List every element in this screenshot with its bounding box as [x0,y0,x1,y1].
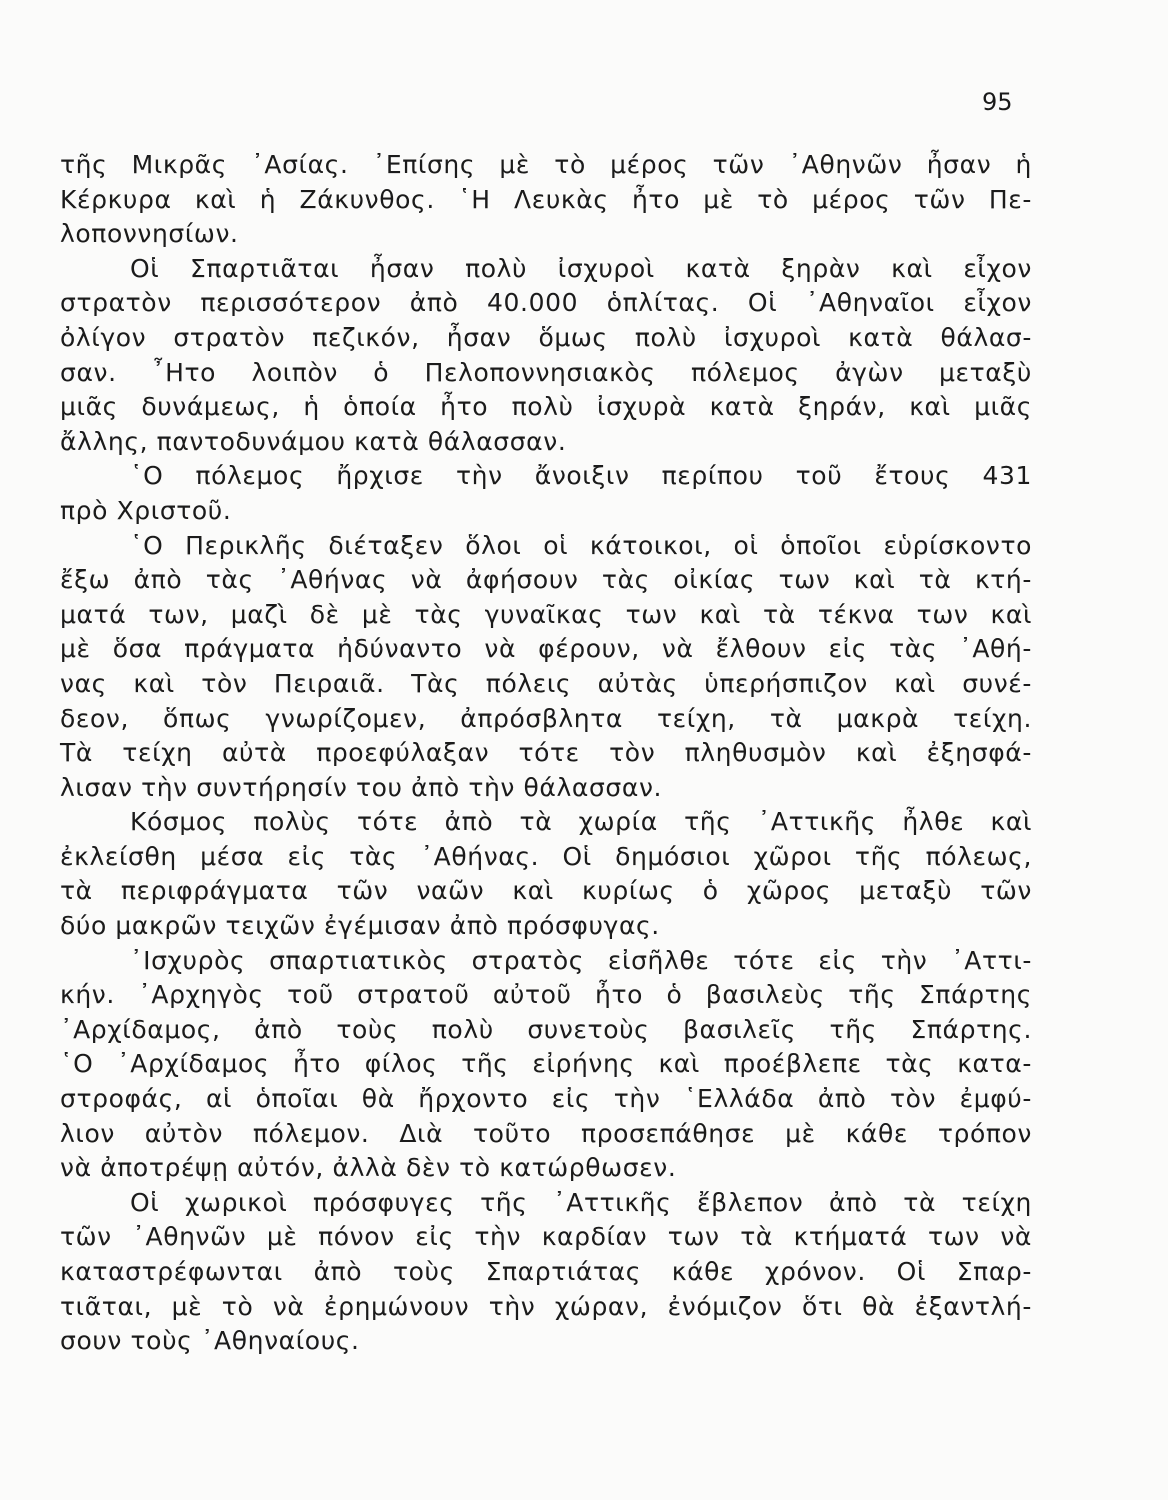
text-line: ῾Ο πόλεμος ἤρχισε τὴν ἄνοιξιν περίπου τοῦ ἔτους 431 [130,461,1032,491]
text-line: ᾿Ισχυρὸς σπαρτιατικὸς στρατὸς εἰσῆλθε τότε εἰς τὴν ᾿Αττι- [130,945,1032,975]
text-line: Τὰ τείχη αὐτὰ προεφύλαξαν τότε τὸν πληθυσμὸν καὶ ἐξησφά- [60,738,1032,768]
text-line: ῾Ο ᾿Αρχίδαμος ἦτο φίλος τῆς εἰρήνης καὶ προέβλεπε τὰς κατα- [60,1049,1032,1079]
text-line: τῶν ᾿Αθηνῶν μὲ πόνον εἰς τὴν καρδίαν των τὰ κτήματά των νὰ [60,1222,1032,1252]
text-line: τῆς Μικρᾶς ᾿Ασίας. ᾿Επίσης μὲ τὸ μέρος τῶν ᾿Αθηνῶν ἦσαν ἡ [60,150,1032,179]
text-line: Κέρκυρα καὶ ἡ Ζάκυνθος. ῾Η Λευκὰς ἦτο μὲ τὸ μέρος τῶν Πε- [60,184,1032,214]
text-line: ῾Ο Περικλῆς διέταξεν ὅλοι οἱ κάτοικοι, οἱ ὁποῖοι εὑρίσκοντο [130,530,1032,560]
text-line: ᾿Αρχίδαμος, ἀπὸ τοὺς πολὺ συνετοὺς βασιλεῖς τῆς Σπάρτης. [60,1014,1032,1044]
text-line: Οἱ χωρικοὶ πρόσφυγες τῆς ᾿Αττικῆς ἔβλεπον ἀπὸ τὰ τείχη [130,1187,1032,1217]
text-line: καταστρέφωνται ἀπὸ τοὺς Σπαρτιάτας κάθε χρόνον. Οἱ Σπαρ- [60,1257,1032,1286]
text-line: ἄλλης, παντοδυνάμου κατὰ θάλασσαν. [60,426,567,456]
text-line: μιᾶς δυνάμεως, ἡ ὁποία ἦτο πολὺ ἰσχυρὰ κατὰ ξηράν, καὶ μιᾶς [60,392,1032,422]
text-line: λισαν τὴν συντήρησίν του ἀπὸ τὴν θάλασσαν. [60,772,663,802]
text-line: τιᾶται, μὲ τὸ νὰ ἐρημώνουν τὴν χώραν, ἐνόμιζον ὅτι θὰ ἐξαντλή- [60,1291,1032,1321]
text-line: μὲ ὅσα πράγματα ἠδύναντο νὰ φέρουν, νὰ ἔλθουν εἰς τὰς ᾿Αθή- [60,634,1032,664]
text-line: στροφάς, αἱ ὁποῖαι θὰ ἤρχοντο εἰς τὴν ῾Ελλάδα ἀπὸ τὸν ἐμφύ- [60,1084,1032,1114]
text-line: δεον, ὅπως γνωρίζομεν, ἀπρόσβλητα τείχη, τὰ μακρὰ τείχη. [60,703,1032,733]
text-line: ὀλίγον στρατὸν πεζικόν, ἦσαν ὅμως πολὺ ἰσχυροὶ κατὰ θάλασ- [60,322,1032,352]
text-line: δύο μακρῶν τειχῶν ἐγέμισαν ἀπὸ πρόσφυγας. [60,911,660,941]
text-line: ἐκλείσθη μέσα εἰς τὰς ᾿Αθήνας. Οἱ δημόσιοι χῶροι τῆς πόλεως, [60,841,1032,871]
text-line: Οἱ Σπαρτιᾶται ἦσαν πολὺ ἰσχυροὶ κατὰ ξηρὰν καὶ εἶχον [130,253,1032,283]
text-line: λιον αὐτὸν πόλεμον. Διὰ τοῦτο προσεπάθησε μὲ κάθε τρόπον [60,1118,1032,1148]
text-line: λοποννησίων. [60,219,239,249]
body-text [60,148,1032,1359]
text-line: στρατὸν περισσότερον ἀπὸ 40.000 ὁπλίτας. Οἱ ᾿Αθηναῖοι εἶχον [60,288,1032,318]
text-line: τὰ περιφράγματα τῶν ναῶν καὶ κυρίως ὁ χῶρος μεταξὺ τῶν [60,876,1032,906]
text-line: σαν. ῏Ητο λοιπὸν ὁ Πελοποννησιακὸς πόλεμος ἀγὼν μεταξὺ [60,357,1032,387]
page-number: 95 [982,88,1013,116]
text-line: Κόσμος πολὺς τότε ἀπὸ τὰ χωρία τῆς ᾿Αττικῆς ἦλθε καὶ [130,807,1032,837]
text-line: νὰ ἀποτρέψῃ αὐτόν, ἀλλὰ δὲν τὸ κατώρθωσεν. [60,1153,677,1183]
text-line: κήν. ᾿Αρχηγὸς τοῦ στρατοῦ αὐτοῦ ἦτο ὁ βασιλεὺς τῆς Σπάρτης [60,980,1032,1010]
text-line: ἔξω ἀπὸ τὰς ᾿Αθήνας νὰ ἀφήσουν τὰς οἰκίας των καὶ τὰ κτή- [60,565,1032,595]
text-line: νας καὶ τὸν Πειραιᾶ. Τὰς πόλεις αὐτὰς ὑπερήσπιζον καὶ συνέ- [60,668,1032,698]
text-line: πρὸ Χριστοῦ. [60,495,232,525]
text-line: ματά των, μαζὶ δὲ μὲ τὰς γυναῖκας των καὶ τὰ τέκνα των καὶ [60,599,1032,629]
text-line: σουν τοὺς ᾿Αθηναίους. [60,1326,360,1356]
